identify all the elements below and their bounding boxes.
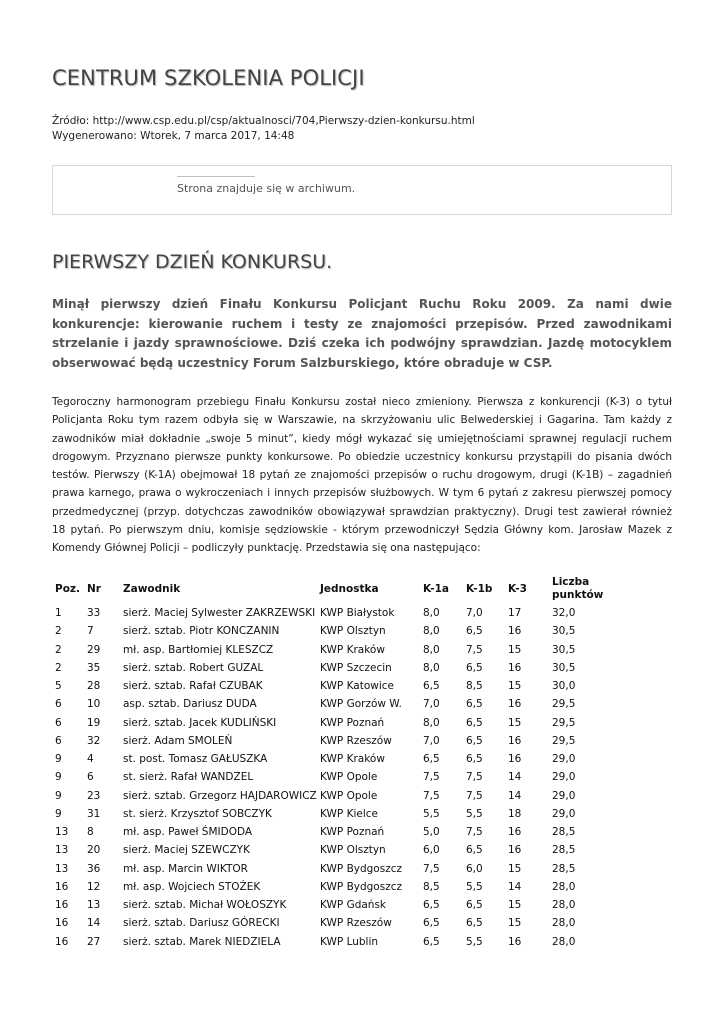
cell-punkty: 29,0 bbox=[552, 807, 576, 820]
cell-k1a: 6,5 bbox=[423, 899, 440, 912]
cell-zawodnik: st. sierż. Krzysztof SOBCZYK bbox=[123, 807, 272, 820]
header-punkty-line1: Liczba bbox=[552, 576, 590, 588]
cell-nr: 23 bbox=[87, 789, 101, 802]
cell-k1a: 8,0 bbox=[423, 607, 440, 620]
cell-zawodnik: sierż. sztab. Grzegorz HAJDAROWICZ bbox=[123, 789, 317, 802]
cell-jednostka: KWP Szczecin bbox=[320, 661, 392, 674]
cell-punkty: 28,0 bbox=[552, 917, 576, 930]
cell-jednostka: KWP Bydgoszcz bbox=[320, 862, 403, 875]
cell-jednostka: KWP Opole bbox=[320, 789, 378, 802]
cell-k1b: 5,5 bbox=[466, 935, 483, 948]
cell-zawodnik: sierż. Maciej Sylwester ZAKRZEWSKI bbox=[123, 607, 316, 620]
cell-k1a: 7,5 bbox=[423, 862, 440, 875]
site-title: CENTRUM SZKOLENIA POLICJI bbox=[52, 66, 365, 90]
cell-k1b: 5,5 bbox=[466, 880, 483, 893]
cell-k1b: 6,5 bbox=[466, 625, 483, 638]
cell-k1b: 6,5 bbox=[466, 899, 483, 912]
cell-k1b: 6,5 bbox=[466, 716, 483, 729]
cell-punkty: 29,0 bbox=[552, 753, 576, 766]
cell-punkty: 28,0 bbox=[552, 899, 576, 912]
cell-k1a: 8,0 bbox=[423, 661, 440, 674]
cell-poz: 6 bbox=[55, 734, 62, 747]
article-title: PIERWSZY DZIEŃ KONKURSU. bbox=[52, 251, 333, 273]
cell-punkty: 30,5 bbox=[552, 661, 576, 674]
cell-punkty: 29,5 bbox=[552, 698, 576, 711]
cell-k1b: 6,5 bbox=[466, 844, 483, 857]
cell-punkty: 28,0 bbox=[552, 880, 576, 893]
cell-punkty: 30,5 bbox=[552, 643, 576, 656]
generated-line: Wygenerowano: Wtorek, 7 marca 2017, 14:48 bbox=[52, 129, 295, 142]
cell-poz: 9 bbox=[55, 753, 62, 766]
article-body: Tegoroczny harmonogram przebiegu Finału Konkursu został nieco zmieniony. Pierwsza z konkurencji (K-3) o tytuł Policjanta Roku tym razem odbyła się w Warszawie, na skrzyżowaniu ulic Belwederskiej i Gagarina. Tam każdy z zawodników miał dokładnie „swoje 5 minut”, kiedy mógł wykazać się umiejętnościami sprawnej regulacji ruchem drogowym. Przyznano pierwsze punkty konkursowe. Po obiedzie uczestnicy konkursu przystąpili do pisania dwóch testów. Pierwszy (K-1A) obejmował 18 pytań ze znajomości przepisów o ruchu drogowym, drugi (K-1B) – zagadnień prawa karnego, prawa o wykroczeniach i innych przepisów służbowych. W tym 6 pytań z zakresu pierwszej pomocy przedmedycznej (przyp. dotychczas zawodników obowiązywał sprawdzian praktyczny). Drugi test zawierał również 18 pytań. Po pierwszym dniu, komisje sędziowskie - którym przewodniczył Sędzia Główny kom. Jarosław Mazek z Komendy Głównej Policji – podliczyły punktację. Przedstawia się ona następująco: bbox=[52, 396, 672, 555]
cell-k1a: 6,5 bbox=[423, 753, 440, 766]
cell-k1a: 7,0 bbox=[423, 734, 440, 747]
cell-nr: 6 bbox=[87, 771, 94, 784]
cell-k1a: 7,5 bbox=[423, 789, 440, 802]
cell-jednostka: KWP Rzeszów bbox=[320, 734, 392, 747]
cell-nr: 32 bbox=[87, 734, 101, 747]
cell-k3: 16 bbox=[508, 844, 522, 857]
table-row bbox=[55, 750, 612, 768]
archive-notice-box bbox=[52, 165, 672, 215]
cell-poz: 9 bbox=[55, 789, 62, 802]
table-row bbox=[55, 604, 612, 622]
cell-k3: 18 bbox=[508, 807, 522, 820]
cell-poz: 5 bbox=[55, 680, 62, 693]
cell-jednostka: KWP Rzeszów bbox=[320, 917, 392, 930]
cell-zawodnik: mł. asp. Wojciech STOŻEK bbox=[123, 880, 261, 893]
cell-punkty: 30,5 bbox=[552, 625, 576, 638]
archive-divider bbox=[177, 176, 255, 177]
cell-jednostka: KWP Kraków bbox=[320, 643, 385, 656]
cell-k1b: 6,5 bbox=[466, 661, 483, 674]
table-row bbox=[55, 659, 612, 677]
cell-k3: 16 bbox=[508, 935, 522, 948]
cell-k3: 16 bbox=[508, 826, 522, 839]
results-header-row bbox=[55, 574, 612, 604]
cell-nr: 31 bbox=[87, 807, 101, 820]
table-row bbox=[55, 860, 612, 878]
article-lead: Minął pierwszy dzień Finału Konkursu Policjant Ruchu Roku 2009. Za nami dwie konkurencje: kierowanie ruchem i testy ze znajomości przepisów. Przed zawodnikami strzelanie i jazdy sprawnościowe. Dziś czeka ich podwójny sprawdzian. Jazdę motocyklem obserwować będą uczestnicy Forum Salzburskiego, które obraduje w CSP. bbox=[52, 297, 672, 370]
cell-nr: 19 bbox=[87, 716, 101, 729]
cell-k1b: 7,0 bbox=[466, 607, 483, 620]
cell-nr: 12 bbox=[87, 880, 101, 893]
cell-k3: 15 bbox=[508, 862, 522, 875]
cell-poz: 2 bbox=[55, 661, 62, 674]
cell-jednostka: KWP Kraków bbox=[320, 753, 385, 766]
cell-jednostka: KWP Katowice bbox=[320, 680, 394, 693]
cell-poz: 2 bbox=[55, 625, 62, 638]
table-row bbox=[55, 677, 612, 695]
cell-punkty: 28,5 bbox=[552, 862, 576, 875]
table-row bbox=[55, 768, 612, 786]
results-body bbox=[55, 604, 612, 951]
cell-punkty: 29,0 bbox=[552, 789, 576, 802]
cell-nr: 36 bbox=[87, 862, 101, 875]
cell-poz: 16 bbox=[55, 880, 69, 893]
cell-jednostka: KWP Gorzów W. bbox=[320, 698, 402, 711]
cell-poz: 6 bbox=[55, 698, 62, 711]
header-punkty-line2: punktów bbox=[552, 589, 604, 601]
cell-jednostka: KWP Białystok bbox=[320, 607, 395, 620]
header-zawodnik: Zawodnik bbox=[123, 582, 181, 595]
cell-k3: 16 bbox=[508, 625, 522, 638]
cell-k1b: 6,5 bbox=[466, 753, 483, 766]
cell-k3: 15 bbox=[508, 716, 522, 729]
cell-poz: 2 bbox=[55, 643, 62, 656]
cell-jednostka: KWP Poznań bbox=[320, 826, 385, 839]
table-row bbox=[55, 622, 612, 640]
cell-nr: 33 bbox=[87, 607, 101, 620]
cell-poz: 13 bbox=[55, 844, 69, 857]
cell-k1a: 6,5 bbox=[423, 680, 440, 693]
cell-jednostka: KWP Kielce bbox=[320, 807, 378, 820]
cell-zawodnik: st. sierż. Rafał WANDZEL bbox=[123, 771, 254, 784]
cell-nr: 35 bbox=[87, 661, 101, 674]
cell-k1b: 7,5 bbox=[466, 643, 483, 656]
cell-k3: 16 bbox=[508, 661, 522, 674]
table-row bbox=[55, 695, 612, 713]
cell-k1a: 8,0 bbox=[423, 716, 440, 729]
cell-punkty: 32,0 bbox=[552, 607, 576, 620]
cell-k1b: 6,5 bbox=[466, 698, 483, 711]
cell-zawodnik: sierż. sztab. Marek NIEDZIELA bbox=[123, 935, 281, 948]
cell-zawodnik: sierż. sztab. Robert GUZAL bbox=[123, 661, 264, 674]
cell-punkty: 29,0 bbox=[552, 771, 576, 784]
results-table bbox=[55, 574, 612, 951]
cell-jednostka: KWP Poznań bbox=[320, 716, 385, 729]
cell-k3: 15 bbox=[508, 917, 522, 930]
table-row bbox=[55, 878, 612, 896]
cell-k1b: 7,5 bbox=[466, 771, 483, 784]
cell-nr: 14 bbox=[87, 917, 101, 930]
cell-nr: 27 bbox=[87, 935, 101, 948]
cell-poz: 9 bbox=[55, 771, 62, 784]
cell-k3: 14 bbox=[508, 789, 522, 802]
cell-poz: 16 bbox=[55, 917, 69, 930]
cell-jednostka: KWP Lublin bbox=[320, 935, 379, 948]
cell-punkty: 29,5 bbox=[552, 734, 576, 747]
cell-k1a: 8,0 bbox=[423, 643, 440, 656]
header-k1a: K-1a bbox=[423, 582, 449, 595]
cell-k3: 15 bbox=[508, 643, 522, 656]
cell-k3: 14 bbox=[508, 771, 522, 784]
cell-k1b: 6,5 bbox=[466, 734, 483, 747]
cell-k1b: 7,5 bbox=[466, 826, 483, 839]
cell-poz: 6 bbox=[55, 716, 62, 729]
cell-k1a: 5,0 bbox=[423, 826, 440, 839]
cell-k1a: 6,5 bbox=[423, 917, 440, 930]
table-row bbox=[55, 823, 612, 841]
cell-zawodnik: sierż. sztab. Michał WOŁOSZYK bbox=[123, 899, 287, 912]
cell-k3: 16 bbox=[508, 698, 522, 711]
cell-zawodnik: sierż. sztab. Rafał CZUBAK bbox=[123, 680, 263, 693]
cell-jednostka: KWP Olsztyn bbox=[320, 844, 386, 857]
cell-punkty: 30,0 bbox=[552, 680, 576, 693]
archive-notice: Strona znajduje się w archiwum. bbox=[177, 182, 356, 195]
cell-zawodnik: mł. asp. Marcin WIKTOR bbox=[123, 862, 248, 875]
cell-nr: 7 bbox=[87, 625, 94, 638]
cell-poz: 16 bbox=[55, 899, 69, 912]
header-punkty bbox=[552, 574, 612, 604]
cell-jednostka: KWP Opole bbox=[320, 771, 378, 784]
source-line: Źródło: http://www.csp.edu.pl/csp/aktualnosci/704,Pierwszy-dzien-konkursu.html bbox=[52, 115, 475, 127]
cell-nr: 28 bbox=[87, 680, 101, 693]
cell-punkty: 28,5 bbox=[552, 826, 576, 839]
cell-k1b: 5,5 bbox=[466, 807, 483, 820]
cell-jednostka: KWP Gdańsk bbox=[320, 899, 387, 912]
header-k3: K-3 bbox=[508, 582, 527, 595]
cell-poz: 16 bbox=[55, 935, 69, 948]
cell-k1a: 8,5 bbox=[423, 880, 440, 893]
cell-zawodnik: mł. asp. Paweł ŚMIDODA bbox=[123, 826, 253, 839]
cell-nr: 20 bbox=[87, 844, 101, 857]
cell-nr: 29 bbox=[87, 643, 101, 656]
cell-k1a: 6,5 bbox=[423, 935, 440, 948]
cell-nr: 4 bbox=[87, 753, 94, 766]
cell-zawodnik: sierż. Maciej SZEWCZYK bbox=[123, 844, 250, 857]
cell-k3: 14 bbox=[508, 880, 522, 893]
cell-punkty: 29,5 bbox=[552, 716, 576, 729]
header-k1b: K-1b bbox=[466, 582, 493, 595]
table-row bbox=[55, 787, 612, 805]
table-row bbox=[55, 641, 612, 659]
cell-zawodnik: asp. sztab. Dariusz DUDA bbox=[123, 698, 257, 711]
table-row bbox=[55, 933, 612, 951]
cell-k3: 15 bbox=[508, 680, 522, 693]
cell-nr: 13 bbox=[87, 899, 101, 912]
cell-k1b: 6,0 bbox=[466, 862, 483, 875]
cell-k1b: 7,5 bbox=[466, 789, 483, 802]
cell-k1b: 8,5 bbox=[466, 680, 483, 693]
cell-poz: 9 bbox=[55, 807, 62, 820]
cell-k3: 15 bbox=[508, 899, 522, 912]
cell-jednostka: KWP Bydgoszcz bbox=[320, 880, 403, 893]
table-row bbox=[55, 714, 612, 732]
cell-nr: 8 bbox=[87, 826, 94, 839]
cell-jednostka: KWP Olsztyn bbox=[320, 625, 386, 638]
cell-k3: 17 bbox=[508, 607, 522, 620]
table-row bbox=[55, 841, 612, 859]
cell-punkty: 28,5 bbox=[552, 844, 576, 857]
cell-poz: 13 bbox=[55, 862, 69, 875]
cell-zawodnik: st. post. Tomasz GAŁUSZKA bbox=[123, 753, 268, 766]
cell-nr: 10 bbox=[87, 698, 101, 711]
table-row bbox=[55, 732, 612, 750]
cell-k1a: 8,0 bbox=[423, 625, 440, 638]
table-row bbox=[55, 914, 612, 932]
header-jednostka: Jednostka bbox=[320, 582, 379, 595]
table-row bbox=[55, 805, 612, 823]
cell-poz: 1 bbox=[55, 607, 62, 620]
cell-k1a: 6,0 bbox=[423, 844, 440, 857]
document-meta bbox=[52, 114, 475, 143]
header-nr: Nr bbox=[87, 582, 101, 595]
cell-zawodnik: sierż. sztab. Dariusz GÓRECKI bbox=[123, 917, 280, 930]
header-poz: Poz. bbox=[55, 582, 81, 595]
cell-k1a: 5,5 bbox=[423, 807, 440, 820]
cell-k3: 16 bbox=[508, 753, 522, 766]
cell-k3: 16 bbox=[508, 734, 522, 747]
cell-poz: 13 bbox=[55, 826, 69, 839]
cell-zawodnik: mł. asp. Bartłomiej KLESZCZ bbox=[123, 643, 274, 656]
cell-zawodnik: sierż. sztab. Piotr KONCZANIN bbox=[123, 625, 280, 638]
cell-k1a: 7,5 bbox=[423, 771, 440, 784]
table-row bbox=[55, 896, 612, 914]
cell-k1b: 6,5 bbox=[466, 917, 483, 930]
cell-k1a: 7,0 bbox=[423, 698, 440, 711]
cell-zawodnik: sierż. sztab. Jacek KUDLIŃSKI bbox=[123, 716, 277, 729]
cell-punkty: 28,0 bbox=[552, 935, 576, 948]
cell-zawodnik: sierż. Adam SMOLEŃ bbox=[123, 734, 233, 747]
